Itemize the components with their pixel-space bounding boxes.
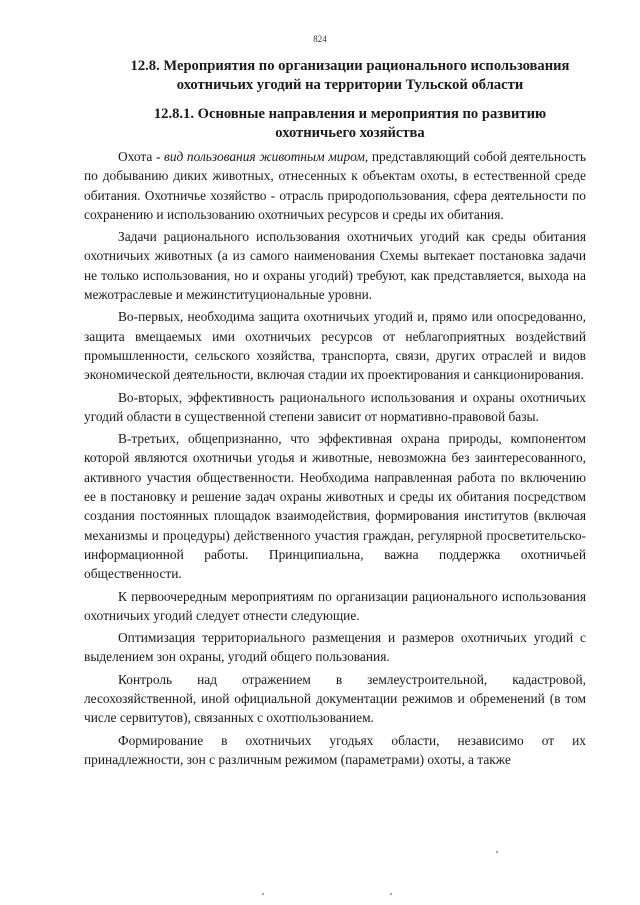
scan-speck [496, 851, 498, 853]
section-title [80, 57, 620, 95]
subsection-title-line-1: 12.8.1. Основные направления и мероприятия по развитию [153, 106, 547, 122]
paragraph-thirdly: В-третьих, общепризнанно, что эффективная охрана природы, компонентом которой являются охотничьи угодья и животные, невозможна без заинтересованного, активного участия общественности. Необходима направленная работа по включению ее в постановку и решение задач охраны животных и среды их обитания посредством создания постоянных площадок взаимодействия, формирования институтов (включая механизмы и процедуры) действенного участия граждан, регулярной просветительско-информационной работы. Принципиальна, важна поддержка охотничьей общественности. [84, 431, 586, 582]
paragraph-control: Контроль над отражением в землеустроительной, кадастровой, лесохозяйственной, иной официальной документации режимов и обременений (в том числе сервитутов), связанных с охотпользованием. [84, 671, 586, 726]
paragraph-rest: представляющий собой деятельность по добыванию диких животных, отнесенных к объектам охоты, в естественной среде обитания. Охотничье хозяйство - отрасль природопользования, сфера деятельности по сохранению и использованию охотничьих ресурсов и среды их обитания. [84, 149, 586, 222]
paragraph-hunting-definition [84, 147, 586, 224]
section-title-line-1: 12.8. Мероприятия по организации рационального использования [130, 58, 570, 74]
subsection-title-line-2: охотничьего хозяйства [275, 125, 425, 141]
paragraph-firstly: Во-первых, необходима защита охотничьих угодий и, прямо или опосредованно, защита вмещаемых ими охотничьих ресурсов от неблагоприятных воздействий промышленности, сельского хозяйства, транспорта, связи, других отраслей и видов экономической деятельности, включая стадии их проектирования и санкционирования. [84, 309, 586, 383]
section-title-line-2: охотничьих угодий на территории Тульской области [176, 77, 524, 93]
paragraph-lead: Охота - [118, 149, 165, 164]
paragraph-zoning: Формирование в охотничьих угодьях области, независимо от их принадлежности, зон с различным режимом (параметрами) охоты, а также [84, 732, 586, 767]
paragraph-secondly: Во-вторых, эффективность рационального использования и охраны охотничьих угодий области в существенной степени зависит от нормативно-правовой базы. [84, 389, 586, 424]
page-number: 824 [313, 34, 327, 44]
scan-speck [390, 893, 392, 895]
body-text [84, 147, 586, 772]
paragraph-italic-phrase: вид пользования животным миром, [164, 149, 369, 164]
paragraph-priority-measures: К первоочередным мероприятиям по организации рационального использования охотничьих угодий следует отнести следующие. [84, 588, 586, 623]
paragraph-optimization: Оптимизация территориального размещения и размеров охотничьих угодий с выделением зон охраны, угодий общего пользования. [84, 630, 586, 665]
scan-speck [262, 893, 264, 895]
paragraph-tasks: Задачи рационального использования охотничьих угодий как среды обитания охотничьих животных (а из самого наименования Схемы вытекает постановка задачи не только использования, но и охраны угодий) требуют, как представляется, выхода на межотраслевые и межинституциональные уровни. [84, 229, 586, 303]
subsection-title [80, 105, 620, 143]
